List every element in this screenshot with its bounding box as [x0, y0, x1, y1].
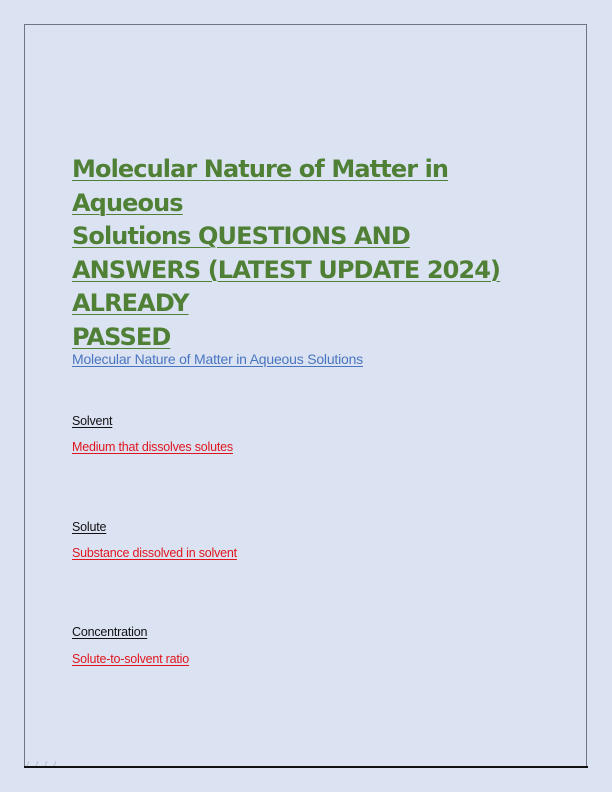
title-line: PASSED — [72, 322, 171, 351]
document-title — [72, 153, 562, 354]
term-solute: Solute — [72, 520, 107, 534]
definition-solvent: Medium that dissolves solutes — [72, 440, 233, 454]
term-concentration: Concentration — [72, 625, 148, 639]
title-line: ANSWERS (LATEST UPDATE 2024) — [72, 255, 501, 284]
bottom-rule — [24, 766, 588, 768]
title-line: ALREADY — [72, 289, 189, 317]
definition-concentration: Solute-to-solvent ratio — [72, 652, 189, 666]
title-line: Solutions QUESTIONS AND — [72, 222, 410, 250]
term-solvent: Solvent — [72, 414, 113, 428]
definition-solute: Substance dissolved in solvent — [72, 546, 237, 560]
title-line: Molecular Nature of Matter in Aqueous — [72, 155, 449, 217]
document-subtitle: Molecular Nature of Matter in Aqueous Solutions — [72, 351, 363, 367]
